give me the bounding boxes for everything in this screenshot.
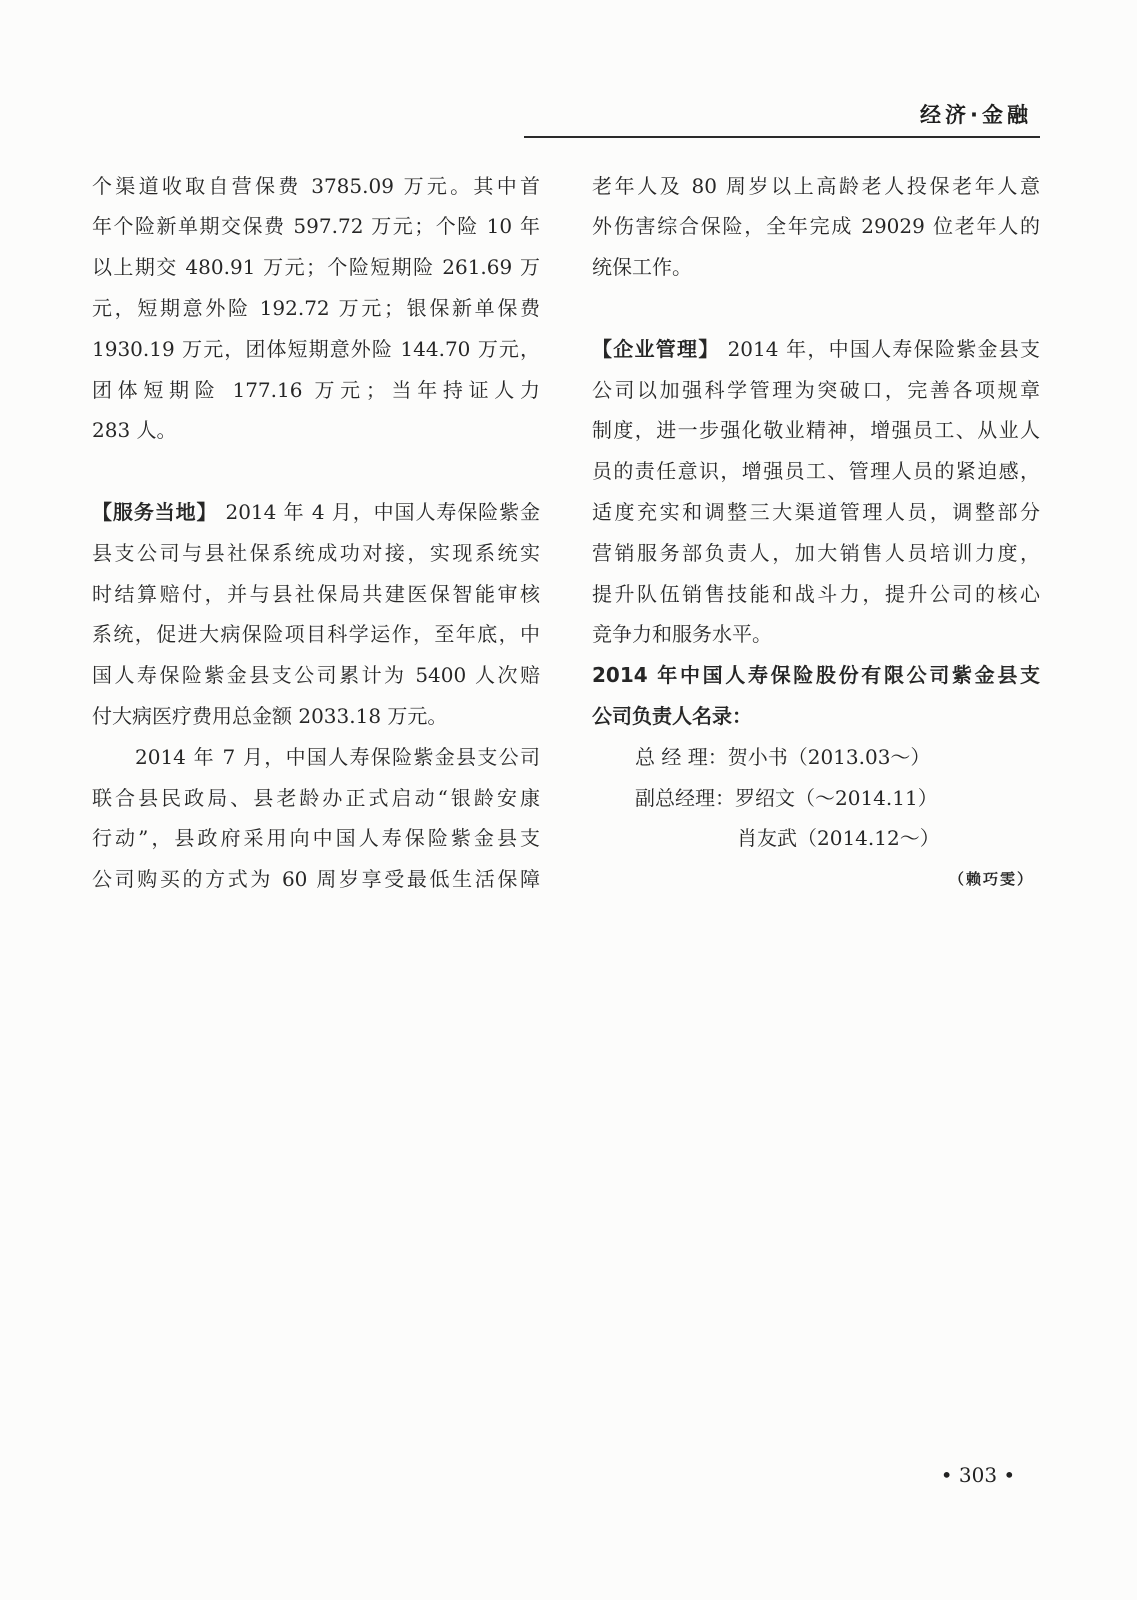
text-line: 提升队伍销售技能和战斗力，提升公司的核心 bbox=[592, 581, 1040, 606]
text-line: 以上期交 480.91 万元；个险短期险 261.69 万 bbox=[92, 255, 540, 280]
text-line bbox=[592, 329, 1040, 370]
text-line bbox=[92, 492, 540, 533]
paragraph-gap bbox=[592, 288, 1040, 329]
text-line: 1930.19 万元，团体短期意外险 144.70 万元， bbox=[92, 336, 540, 361]
text-line: 员的责任意识，增强员工、管理人员的紧迫感， bbox=[592, 459, 1040, 484]
text-line: 年个险新单期交保费 597.72 万元；个险 10 年 bbox=[92, 214, 540, 239]
text-line: 行动”，县政府采用向中国人寿保险紫金县支 bbox=[92, 826, 540, 851]
paragraph-local-service bbox=[92, 492, 540, 737]
text-line: 公司购买的方式为 60 周岁享受最低生活保障 bbox=[92, 867, 540, 892]
text-line: 个渠道收取自营保费 3785.09 万元。其中首 bbox=[92, 173, 540, 198]
paragraph-premiums bbox=[92, 166, 540, 452]
text-line: 外伤害综合保险，全年完成 29029 位老年人的 bbox=[592, 214, 1040, 239]
text-line: 团体短期险 177.16 万元；当年持证人力 bbox=[92, 377, 540, 402]
text-line: 元，短期意外险 192.72 万元；银保新单保费 bbox=[92, 295, 540, 320]
text-line-rest: 2014 年，中国人寿保险紫金县支 bbox=[727, 336, 1040, 361]
text-line: 适度充实和调整三大渠道管理人员，调整部分 bbox=[592, 499, 1040, 524]
text-line: 2014 年 7 月，中国人寿保险紫金县支公司 bbox=[135, 744, 540, 769]
roster-entry-general-manager: 总 经 理：贺小书（2013.03～） bbox=[635, 744, 931, 769]
paragraph-continued bbox=[592, 166, 1040, 288]
text-line: 县支公司与县社保系统成功对接，实现系统实 bbox=[92, 540, 540, 565]
roster-title: 2014 年中国人寿保险股份有限公司紫金县支 bbox=[592, 663, 1040, 688]
text-line: 老年人及 80 周岁以上高龄老人投保老年人意 bbox=[592, 173, 1040, 198]
roster-title: 公司负责人名录： bbox=[592, 703, 752, 728]
paragraph-gap bbox=[92, 451, 540, 492]
leadership-roster bbox=[592, 655, 1040, 900]
paragraph-silver-age-action bbox=[92, 737, 540, 900]
text-line: 时结算赔付，并与县社保局共建医保智能审核 bbox=[92, 581, 540, 606]
text-line: 竞争力和服务水平。 bbox=[592, 622, 772, 647]
right-column bbox=[592, 166, 1040, 900]
paragraph-enterprise-management bbox=[592, 329, 1040, 655]
text-line: 制度，进一步强化敬业精神，增强员工、从业人 bbox=[592, 418, 1040, 443]
text-line: 营销服务部负责人，加大销售人员培训力度， bbox=[592, 540, 1040, 565]
text-line-rest: 2014 年 4 月，中国人寿保险紫金 bbox=[225, 499, 540, 524]
text-line: 付大病医疗费用总金额 2033.18 万元。 bbox=[92, 703, 448, 728]
running-head-section-title: 经济·金融 bbox=[920, 103, 1032, 127]
header-rule bbox=[524, 136, 1040, 138]
text-line: 公司以加强科学管理为突破口，完善各项规章 bbox=[592, 377, 1040, 402]
section-heading-local-service: 【服务当地】 bbox=[92, 499, 218, 524]
text-line: 统保工作。 bbox=[592, 255, 692, 280]
left-column bbox=[92, 166, 540, 900]
text-line: 联合县民政局、县老龄办正式启动“银龄安康 bbox=[92, 785, 540, 810]
roster-entry-deputy-manager: 副总经理：罗绍文（～2014.11） bbox=[635, 785, 938, 810]
page-number: • 303 • bbox=[940, 1463, 1016, 1487]
text-line: 国人寿保险紫金县支公司累计为 5400 人次赔 bbox=[92, 663, 540, 688]
roster-entry-deputy-manager: 肖友武（2014.12～） bbox=[737, 826, 940, 851]
section-heading-enterprise-management: 【企业管理】 bbox=[592, 336, 720, 361]
text-line: 283 人。 bbox=[92, 418, 177, 443]
text-line: 系统，促进大病保险项目科学运作，至年底，中 bbox=[92, 622, 540, 647]
author-credit: （赖巧雯） bbox=[948, 870, 1034, 889]
